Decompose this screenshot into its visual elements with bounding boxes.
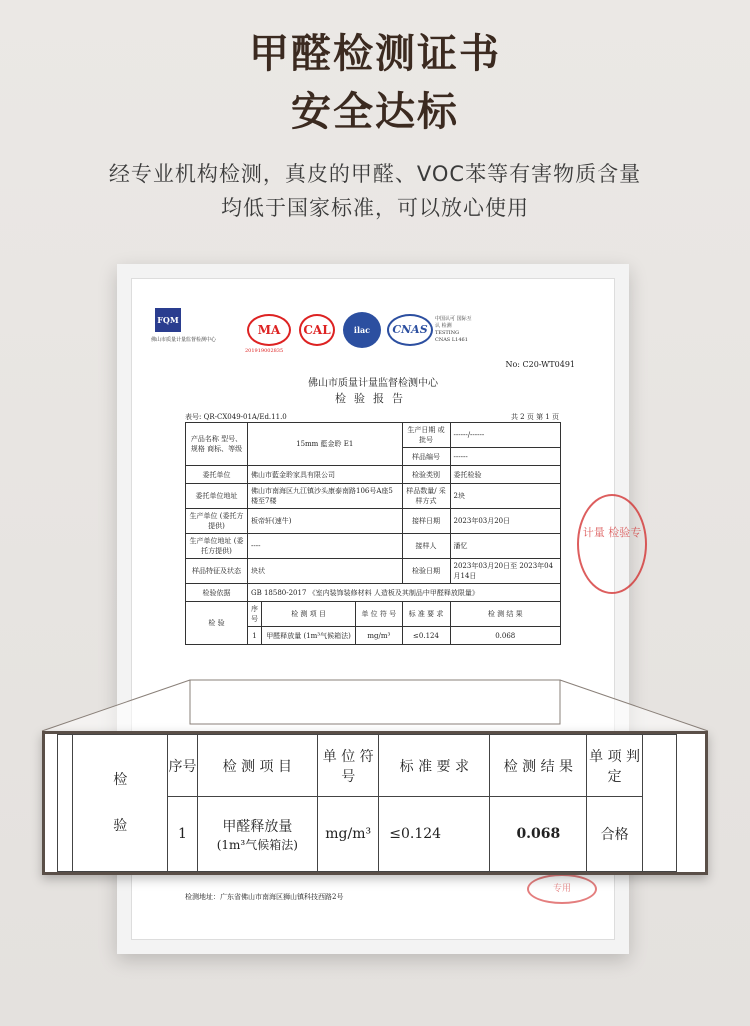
basis-label: 检验依据 (186, 584, 248, 602)
test-type-value: 委托检验 (450, 466, 561, 484)
maker-label: 生产单位 (委托方提供) (186, 509, 248, 534)
item-unit: mg/m³ (356, 627, 402, 645)
cnas-logo-icon: CNAS (387, 314, 433, 346)
cma-caption: 201919002835 (245, 348, 284, 354)
table-row (186, 534, 561, 559)
sampling-date-value: 2023年03月20日 (450, 509, 561, 534)
report-title: 检验报告 (335, 392, 411, 405)
fqm-caption: 佛山市质量计量监督检测中心 (151, 337, 217, 343)
zoom-item-result: 0.068 (490, 797, 587, 872)
subtitle-line1: 经专业机构检测，真皮的甲醛、VOC苯等有害物质含量 (108, 162, 642, 186)
item-result: 0.068 (450, 627, 561, 645)
ilac-logo-icon: ilac MRA (343, 312, 381, 348)
receiver-value: 潘忆 (450, 534, 561, 559)
table-row (186, 466, 561, 484)
basis-value: GB 18580-2017 《室内装饰装修材料 人造板及其制品中甲醛释放限量》 (248, 584, 561, 602)
client-addr-label: 委托单位地址 (186, 484, 248, 509)
fqm-logo-icon: FQM (155, 308, 181, 332)
zoom-col-std: 标 准 要 求 (379, 735, 490, 797)
zoom-col-judge: 单 项 判 定 (587, 735, 643, 797)
zoom-left-border (58, 735, 73, 872)
table-row (186, 602, 561, 627)
zoom-item-judge: 合格 (587, 797, 643, 872)
zoom-panel (42, 731, 708, 875)
sample-qty-value: 2块 (450, 484, 561, 509)
table-row (186, 509, 561, 534)
col-unit: 单 位 符 号 (356, 602, 402, 627)
test-date-value: 2023年03月20日至 2023年04月14日 (450, 559, 561, 584)
prod-date-label: 生产日期 或批号 (402, 423, 450, 448)
zoom-col-item: 检 测 项 目 (197, 735, 318, 797)
subtitle-line2: 均低于国家标准，可以放心使用 (221, 196, 529, 220)
zoom-col-seq: 序号 (168, 735, 197, 797)
report-table (185, 422, 561, 645)
report-number: No: C20-WT0491 (505, 360, 575, 369)
sample-no-value: ------ (450, 448, 561, 466)
col-seq: 序号 (248, 602, 262, 627)
item-name: 甲醛释放量 (1m³气候箱法) (262, 627, 356, 645)
zoom-test-label-1: 检 (113, 772, 128, 788)
zoom-item-name-2: (1m³气候箱法) (216, 837, 298, 852)
zoom-item-std: ≤0.124 (379, 797, 490, 872)
sampling-date-label: 接样日期 (402, 509, 450, 534)
zoom-right-border (642, 735, 676, 872)
report-org: 佛山市质量计量监督检测中心 (308, 378, 438, 389)
cma-logo-icon: MA (247, 314, 291, 346)
test-type-label: 检验类别 (402, 466, 450, 484)
red-stamp: 计量 检验专 (577, 494, 647, 594)
table-row (186, 423, 561, 448)
maker-value: 板帝轩(速牛) (248, 509, 403, 534)
product-value: 15mm 藍金聆 E1 (248, 423, 403, 466)
client-addr-value: 佛山市南海区九江镇沙头康泰南路106号A座5楼至7楼 (248, 484, 403, 509)
report-footer: 检测地址：广东省佛山市南海区狮山镇科技西路2号 (185, 893, 344, 901)
test-label: 检 验 (186, 602, 248, 645)
maker-addr-label: 生产单位地址 (委托方提供) (186, 534, 248, 559)
product-label: 产品名称 型号、规格 商标、等级 (186, 423, 248, 466)
zoom-col-unit: 单 位 符 号 (318, 735, 379, 797)
item-seq: 1 (248, 627, 262, 645)
zoom-item-name (197, 797, 318, 872)
headline-line1: 甲醛检测证书 (249, 31, 501, 77)
feature-label: 样品特征及状态 (186, 559, 248, 584)
form-number: 表号: QR-CX049-01A/Ed.11.0 (185, 413, 287, 421)
table-row (186, 559, 561, 584)
feature-value: 块状 (248, 559, 403, 584)
client-label: 委托单位 (186, 466, 248, 484)
col-item: 检 测 项 目 (262, 602, 356, 627)
client-value: 佛山市藍金聆家具有限公司 (248, 466, 403, 484)
zoom-item-name-1: 甲醛释放量 (222, 818, 293, 835)
maker-addr-value: ---- (248, 534, 403, 559)
zoom-col-result: 检 测 结 果 (490, 735, 587, 797)
table-row (186, 484, 561, 509)
zoom-item-unit: mg/m³ (318, 797, 379, 872)
headline-line2: 安全达标 (291, 89, 459, 135)
zoom-item-seq: 1 (168, 797, 197, 872)
zoom-test-label-2: 验 (113, 818, 128, 834)
sample-qty-label: 样品数量/ 采样方式 (402, 484, 450, 509)
receiver-label: 接样人 (402, 534, 450, 559)
sample-no-label: 样品编号 (402, 448, 450, 466)
zoom-test-label (73, 735, 168, 872)
test-date-label: 检验日期 (402, 559, 450, 584)
footer-stamp: 专用 (527, 874, 597, 904)
col-result: 检 测 结 果 (450, 602, 561, 627)
zoom-table (57, 734, 677, 872)
table-row (58, 735, 677, 797)
item-std: ≤0.124 (402, 627, 450, 645)
table-row (186, 584, 561, 602)
col-std: 标 准 要 求 (402, 602, 450, 627)
cal-logo-icon: CAL (299, 314, 335, 346)
cnas-caption: 中国认可 国际互认 检测 TESTING CNAS L1461 (435, 316, 472, 343)
prod-date-value: ------/------ (450, 423, 561, 448)
page-count: 共 2 页 第 1 页 (510, 413, 559, 421)
